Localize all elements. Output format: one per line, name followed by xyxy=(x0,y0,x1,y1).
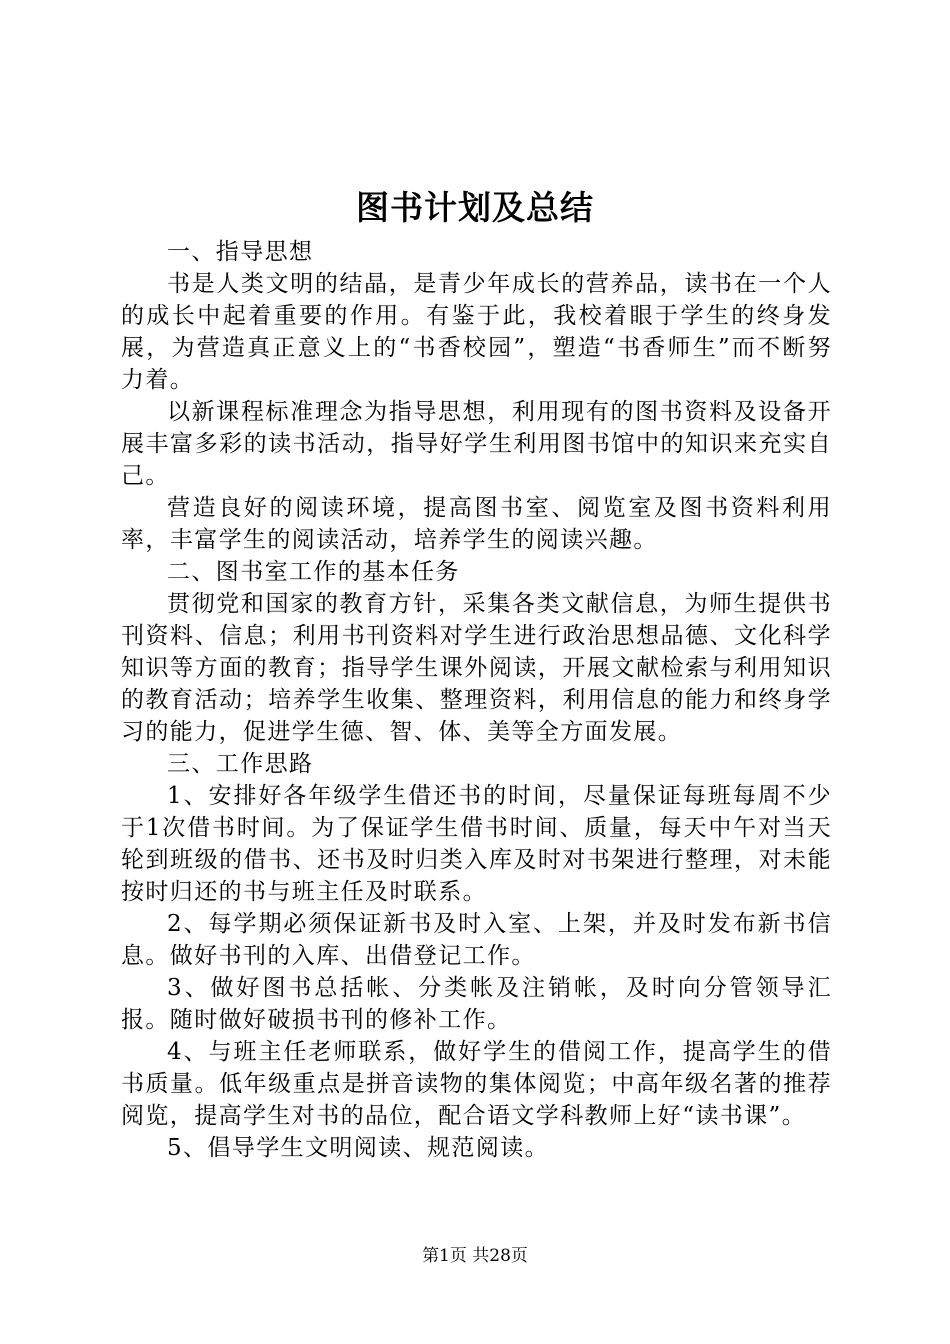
paragraph: 书是人类文明的结晶，是青少年成长的营养品，读书在一个人的成长中起着重要的作用。有鉴于此，我校着眼于学生的终身发展，为营造真正意义上的“书香校园”，塑造“书香师生”而不断努力着。 xyxy=(121,271,832,393)
page-number-footer: 第1页 共28页 xyxy=(422,1246,528,1266)
paragraph: 以新课程标准理念为指导思想，利用现有的图书资料及设备开展丰富多彩的读书活动，指导好学生利用图书馆中的知识来充实自己。 xyxy=(121,399,832,489)
list-item: 3、做好图书总括帐、分类帐及注销帐，及时向分管领导汇报。随时做好破损书刊的修补工作。 xyxy=(121,975,832,1033)
heading-guiding-thought: 一、指导思想 xyxy=(167,239,314,265)
heading-work-ideas: 三、工作思路 xyxy=(167,751,314,777)
paragraph: 贯彻党和国家的教育方针，采集各类文献信息，为师生提供书刊资料、信息；利用书刊资料对学生进行政治思想品德、文化科学知识等方面的教育；指导学生课外阅读，开展文献检索与利用知识的教育活动；培养学生收集、整理资料，利用信息的能力和终身学习的能力，促进学生德、智、体、美等全方面发展。 xyxy=(121,591,832,745)
document-body xyxy=(121,236,832,1164)
heading-basic-tasks: 二、图书室工作的基本任务 xyxy=(167,559,460,585)
list-item: 4、与班主任老师联系，做好学生的借阅工作，提高学生的借书质量。低年级重点是拼音读物的集体阅览；中高年级名著的推荐阅览，提高学生对书的品位，配合语文学科教师上好“读书课”。 xyxy=(121,1039,832,1129)
document-title: 图书计划及总结 xyxy=(356,188,594,227)
list-item: 2、每学期必须保证新书及时入室、上架，并及时发布新书信息。做好书刊的入库、出借登记工作。 xyxy=(121,911,832,969)
list-item: 1、安排好各年级学生借还书的时间，尽量保证每班每周不少于1次借书时间。为了保证学生借书时间、质量，每天中午对当天轮到班级的借书、还书及时归类入库及时对书架进行整理，对未能按时归还的书与班主任及时联系。 xyxy=(121,783,832,905)
paragraph: 营造良好的阅读环境，提高图书室、阅览室及图书资料利用率，丰富学生的阅读活动，培养学生的阅读兴趣。 xyxy=(121,495,832,553)
list-item: 5、倡导学生文明阅读、规范阅读。 xyxy=(167,1135,550,1161)
